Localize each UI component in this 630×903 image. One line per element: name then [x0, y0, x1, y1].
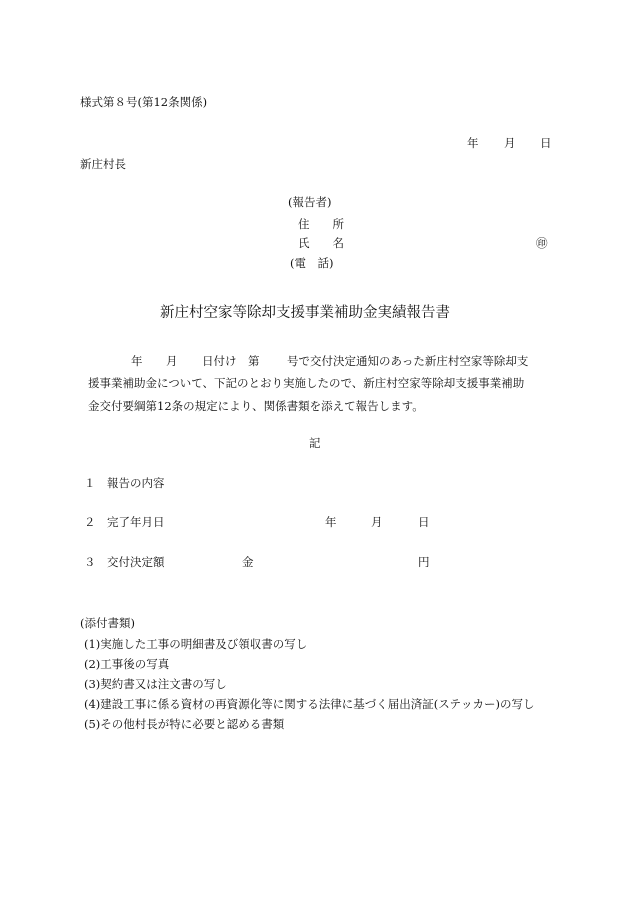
addressee: 新庄村長	[80, 157, 126, 171]
body-line1-year: 年	[131, 354, 143, 368]
attachments-heading: (添付書類)	[80, 616, 135, 630]
body-line1-month: 月	[166, 354, 178, 368]
date-month-label: 月	[504, 136, 516, 150]
item1-label: １ 報告の内容	[84, 476, 165, 490]
item3-yen: 円	[418, 555, 430, 569]
item3-kin: 金	[242, 555, 254, 569]
document-title: 新庄村空家等除却支援事業補助金実績報告書	[160, 305, 450, 321]
attachment-item: (4)建設工事に係る資材の再資源化等に関する法律に基づく届出済証(ステッカー)の写し	[84, 697, 535, 711]
item2-label: ２ 完了年月日	[84, 515, 165, 529]
body-line2: 援事業補助金について、下記のとおり実施したので、新庄村空家等除却支援事業補助	[88, 376, 525, 390]
body-line1-rest: 号で交付決定通知のあった新庄村空家等除却支	[287, 354, 529, 368]
date-year-label: 年	[467, 136, 479, 150]
reporter-name-label: 氏 名	[298, 236, 344, 250]
attachment-item: (1)実施した工事の明細書及び領収書の写し	[84, 637, 308, 651]
reporter-heading: (報告者)	[288, 195, 332, 209]
seal-mark: ㊞	[536, 236, 548, 250]
item2-day: 日	[418, 515, 430, 529]
item3-label: ３ 交付決定額	[84, 555, 165, 569]
form-number: 様式第８号(第12条関係)	[80, 95, 208, 109]
attachment-item: (2)工事後の写真	[84, 657, 170, 671]
body-line1-day: 日付け 第	[202, 354, 260, 368]
reporter-phone-label: (電 話)	[290, 256, 334, 270]
attachment-item: (5)その他村長が特に必要と認める書類	[84, 717, 285, 731]
item2-year: 年	[325, 515, 337, 529]
reporter-address-label: 住 所	[298, 217, 344, 231]
item2-month: 月	[371, 515, 383, 529]
ki-heading: 記	[309, 436, 321, 450]
attachment-item: (3)契約書又は注文書の写し	[84, 677, 227, 691]
date-day-label: 日	[540, 136, 552, 150]
body-line3: 金交付要綱第12条の規定により、関係書類を添えて報告します。	[88, 399, 424, 413]
